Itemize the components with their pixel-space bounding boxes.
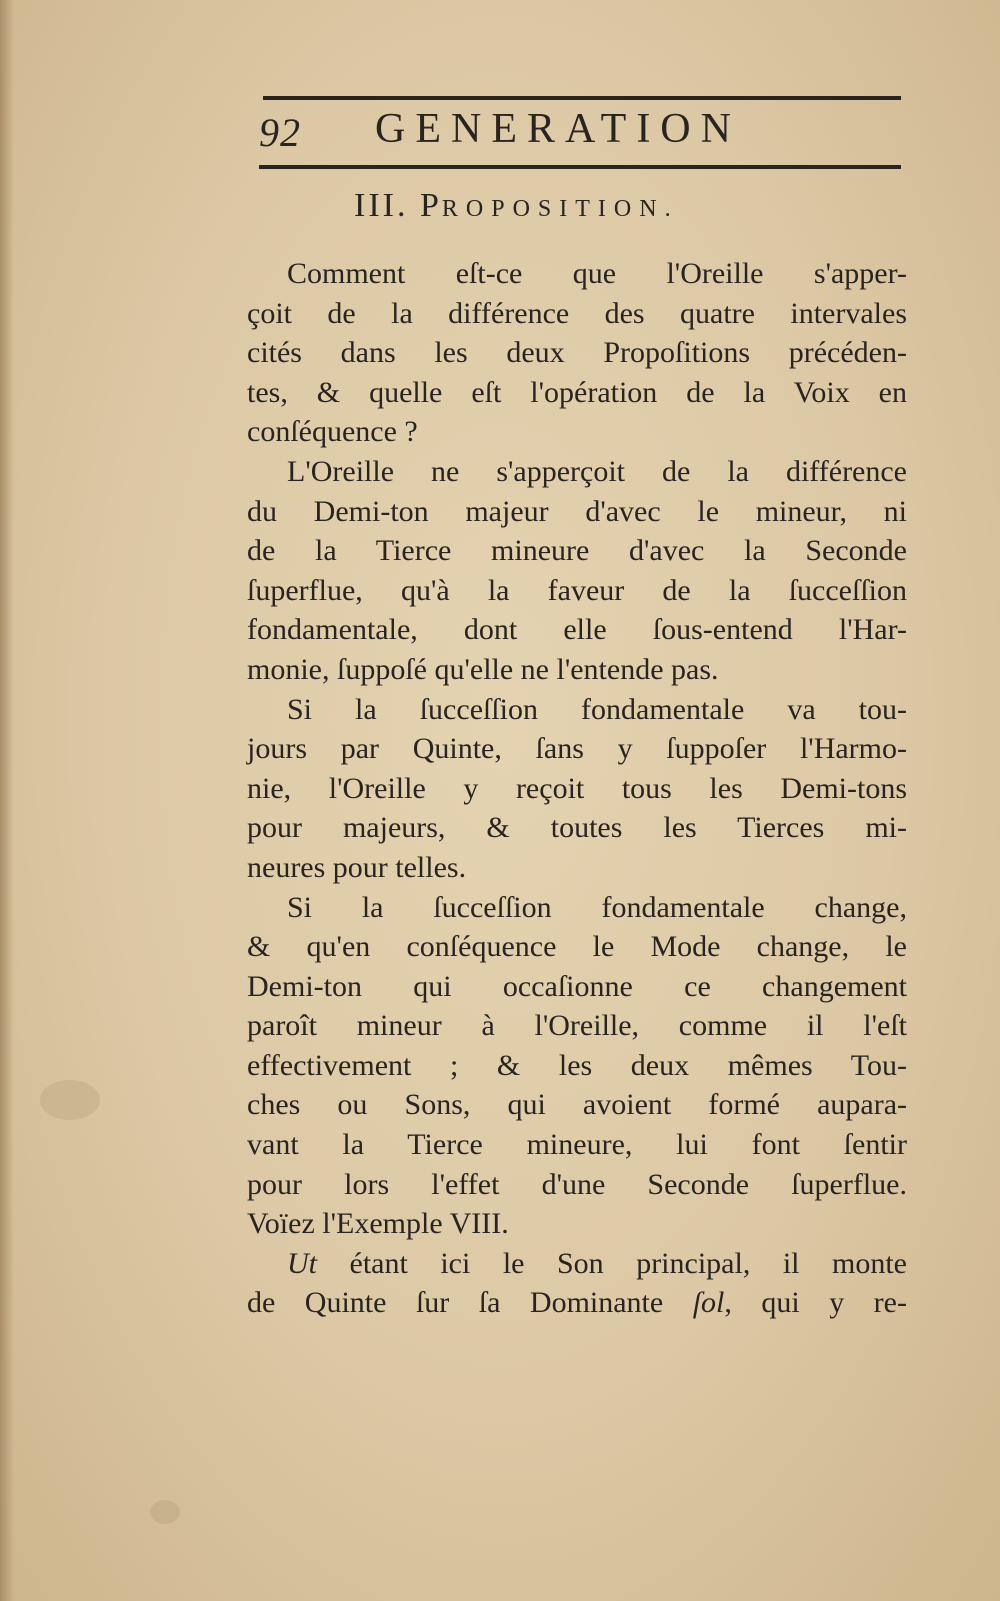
text-line: pour lors l'effet d'une Seconde ſuperflue. [247,1167,907,1201]
text-line: L'Oreille ne s'apperçoit de la différence [287,454,907,488]
paragraph [247,1244,907,1323]
italic-word: Ut [287,1246,317,1280]
text-line: conſéquence ? [247,415,418,449]
paragraph [247,690,907,888]
text-segment: étant ici le Son principal, il monte [317,1246,907,1280]
text-line: fondamentale, dont elle ſous-entend l'Har- [247,613,907,647]
text-line: çoit de la différence des quatre intervales [247,296,907,330]
text-line: de la Tierce mineure d'avec la Seconde [247,534,907,568]
header-rule-top [263,96,901,100]
running-head: GENERATION [375,106,741,152]
text-line: Demi-ton qui occaſionne ce changement [247,969,907,1003]
text-line: Si la ſucceſſion fondamentale va tou- [287,692,907,726]
text-line: Voïez l'Exemple VIII. [247,1207,509,1241]
text-segment: , qui y re- [724,1286,907,1320]
text-line: jours par Quinte, ſans y ſuppoſer l'Harmo- [247,732,907,766]
text-line: Comment eſt-ce que l'Oreille s'apper- [287,257,907,290]
paragraph [247,452,907,690]
italic-word: ſol [692,1286,725,1320]
paper-stain [40,1080,100,1120]
page-header [259,103,899,159]
paper-stain [150,1500,180,1524]
text-line: du Demi-ton majeur d'avec le mineur, ni [247,494,907,528]
text-line [247,1244,907,1284]
section-title-initial: P [419,187,442,224]
text-line: monie, ſuppoſé qu'elle ne l'entende pas. [247,652,719,686]
text-line [247,1283,907,1323]
text-line: nie, l'Oreille y reçoit tous les Demi-tons [247,771,907,805]
text-line: neures pour telles. [247,850,467,884]
text-line: pour majeurs, & toutes les Tierces mi- [247,811,907,845]
text-line: effectivement ; & les deux mêmes Tou- [247,1048,907,1082]
page-number: 92 [259,110,301,155]
text-line: cités dans les deux Propoſitions précéden- [247,336,907,370]
text-line: tes, & quelle eſt l'opération de la Voix en [247,375,907,409]
text-line: Si la ſucceſſion fondamentale change, [287,890,907,924]
page-edge-shadow [0,0,14,1601]
paragraph [247,254,907,452]
header-rule-bottom [259,165,901,169]
body-text [247,254,907,1323]
section-title-rest: ROPOSITION. [441,196,679,222]
text-segment: de Quinte ſur ſa Dominante [247,1286,693,1320]
text-line: ſuperflue, qu'à la faveur de la ſucceſſion [247,573,907,607]
paragraph [247,888,907,1244]
text-line: & qu'en conſéquence le Mode change, le [247,930,907,964]
text-line: vant la Tierce mineure, lui font ſentir [247,1128,907,1162]
text-line: paroît mineur à l'Oreille, comme il l'eſt [247,1009,907,1043]
section-numeral: III. [354,187,409,224]
section-title [354,187,679,225]
text-line: ches ou Sons, qui avoient formé aupara- [247,1088,907,1122]
